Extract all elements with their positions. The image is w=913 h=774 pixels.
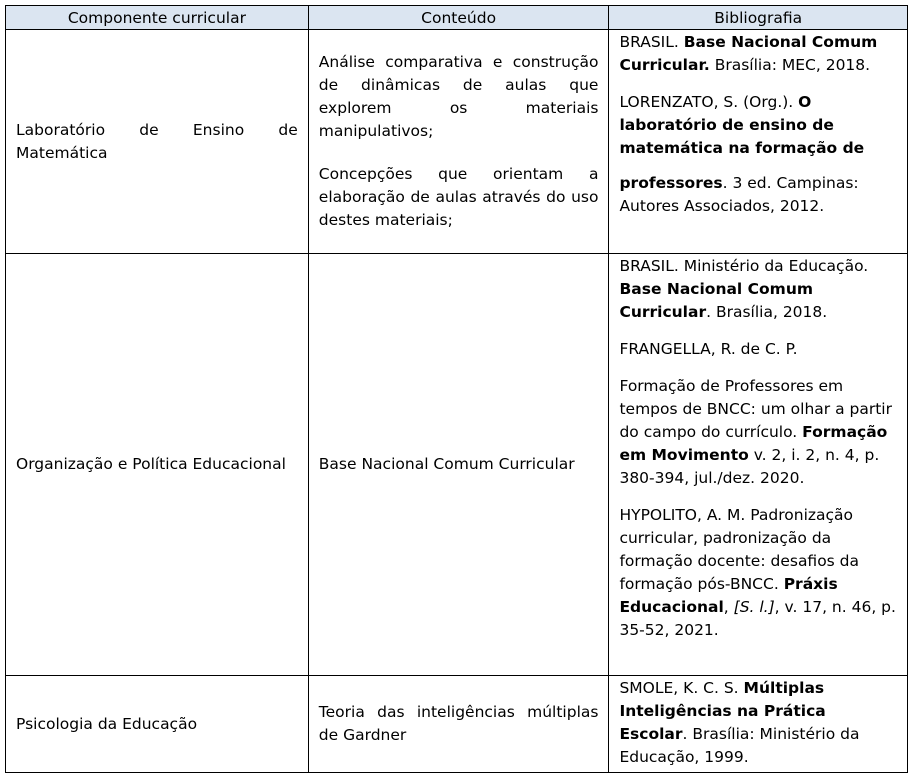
reference-text: Formação de Professores em tempos de BNCC: um olhar a partir do campo do currículo. bbox=[619, 377, 892, 441]
curriculum-table bbox=[5, 5, 908, 773]
content-cell bbox=[308, 30, 609, 254]
content-item: Concepções que orientam a elaboração de aulas através do uso destes materiais; bbox=[318, 165, 599, 229]
reference-text: BRASIL. Ministério da Educação. bbox=[619, 257, 869, 275]
reference-title: Base Nacional Comum Curricular. bbox=[619, 33, 878, 74]
reference-title: O laboratório de ensino de matemática na formação de bbox=[619, 93, 865, 157]
component-cell: Organização e Política Educacional bbox=[6, 254, 309, 676]
reference-title: Formação em Movimento bbox=[619, 423, 888, 464]
table-row bbox=[6, 676, 908, 773]
line-gap bbox=[619, 160, 897, 172]
reference bbox=[619, 375, 897, 490]
reference-text: . Brasília: Ministério da Educação, 1999. bbox=[619, 725, 860, 766]
content-item: Análise comparativa e construção de dinâmicas de aulas que explorem os materiais manipulativos; bbox=[318, 53, 599, 140]
component-cell: Psicologia da Educação bbox=[6, 676, 309, 773]
header-bibliography: Bibliografia bbox=[609, 6, 908, 30]
reference-title: Base Nacional Comum Curricular bbox=[619, 280, 814, 321]
reference-text: FRANGELLA, R. de C. P. bbox=[619, 340, 798, 358]
bibliography-cell bbox=[609, 676, 908, 773]
header-component: Componente curricular bbox=[6, 6, 309, 30]
content-cell bbox=[308, 254, 609, 676]
reference-text: SMOLE, K. C. S. bbox=[619, 679, 744, 697]
reference-text: , v. 17, n. 46, p. 35-52, 2021. bbox=[619, 598, 896, 639]
reference-text: LORENZATO, S. (Org.). bbox=[619, 93, 799, 111]
reference bbox=[619, 677, 897, 769]
content-cell bbox=[308, 676, 609, 773]
reference-text: , bbox=[723, 598, 734, 616]
reference bbox=[619, 255, 897, 324]
header-content: Conteúdo bbox=[308, 6, 609, 30]
content-item: Base Nacional Comum Curricular bbox=[318, 455, 575, 473]
reference bbox=[619, 504, 897, 642]
reference-italic: [S. l.] bbox=[733, 598, 775, 616]
reference-text: BRASIL. bbox=[619, 33, 684, 51]
reference bbox=[619, 338, 897, 361]
reference-text: Brasília: MEC, 2018. bbox=[709, 56, 871, 74]
component-cell: Laboratório de Ensino de Matemática bbox=[6, 30, 309, 254]
reference-text: . 3 ed. Campinas: Autores Associados, 2012. bbox=[619, 174, 859, 215]
reference-title: professores bbox=[619, 174, 723, 192]
reference-text: HYPOLITO, A. M. Padronização curricular, padronização da formação docente: desafios da formação pós-BNCC. bbox=[619, 506, 860, 593]
bibliography-cell bbox=[609, 254, 908, 676]
reference bbox=[619, 31, 897, 77]
reference-text: v. 2, i. 2, n. 4, p. 380-394, jul./dez. 2020. bbox=[619, 446, 880, 487]
content-item: Teoria das inteligências múltiplas de Gardner bbox=[318, 703, 599, 744]
reference-title: Múltiplas Inteligências na Prática Escolar bbox=[619, 679, 826, 743]
reference-text: . Brasília, 2018. bbox=[706, 303, 828, 321]
table-row bbox=[6, 254, 908, 676]
reference bbox=[619, 91, 897, 218]
reference-title: Práxis Educacional bbox=[619, 575, 838, 616]
table-row bbox=[6, 30, 908, 254]
table-header-row bbox=[6, 6, 908, 30]
bibliography-cell bbox=[609, 30, 908, 254]
